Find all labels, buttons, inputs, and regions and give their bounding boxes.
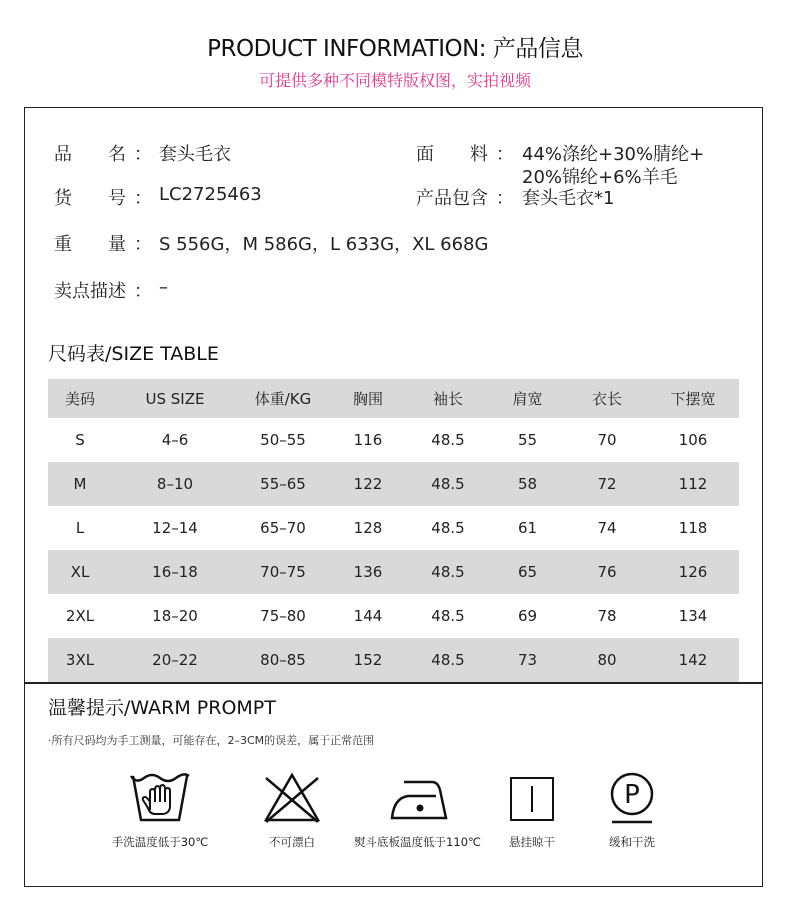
table-cell: 12–14 [152,519,198,537]
care-no-bleach [232,770,352,850]
table-cell: 48.5 [408,638,488,682]
contents-colon: ： [496,188,514,209]
table-cell: 69 [517,607,538,625]
table-cell: 142 [647,638,739,682]
name-colon: ： [134,144,152,165]
measurement-note: ·所有尺码均为手工测量，可能存在，2–3CM的误差，属于正常范围 [48,734,375,747]
table-row [48,506,739,550]
section-divider [24,682,763,684]
desc-colon: ： [134,281,152,302]
table-cell: 112 [647,462,739,506]
care-gentle-dry-clean [580,770,684,850]
table-cell: 4–6 [161,431,189,449]
table-cell: 118 [678,519,708,537]
table-cell: 70 [597,431,617,449]
table-cell: 72 [567,462,647,506]
table-cell: 55 [517,431,538,449]
table-cell: 136 [328,550,408,594]
table-cell: 75–80 [260,607,306,625]
table-row [48,462,739,506]
hand-wash-icon [128,770,192,826]
table-row [48,550,739,594]
care-label: 悬挂晾干 [509,835,555,849]
care-line-dry [480,770,584,850]
table-cell: 2XL [65,607,95,625]
table-cell: 48.5 [431,607,465,625]
size-table-title: 尺码表/SIZE TABLE [48,343,219,365]
col-header: 下摆宽 [647,379,739,418]
care-label: 手洗温度低于30℃ [111,835,209,849]
col-header: 肩宽 [488,379,567,418]
table-cell: 50–55 [260,431,306,449]
table-cell: 18–20 [152,607,198,625]
gentle-dry-clean-icon [600,770,664,826]
table-cell: 73 [488,638,567,682]
weight-colon: ： [134,234,152,255]
care-iron-low [345,770,490,850]
col-header: 胸围 [328,379,408,418]
table-cell: S [75,431,85,449]
col-header: 体重/KG [238,379,328,418]
table-cell: 58 [488,462,567,506]
table-cell: 76 [567,550,647,594]
table-cell: 128 [353,519,383,537]
line-dry-icon [500,770,564,826]
table-cell: 78 [597,607,617,625]
weight-label: 重 量 [54,234,126,255]
table-cell: 48.5 [408,550,488,594]
warm-prompt-title: 温馨提示/WARM PROMPT [48,697,276,719]
table-cell: 134 [678,607,708,625]
contents-value: 套头毛衣*1 [522,188,615,209]
table-cell: 106 [678,431,708,449]
fabric-value-line2: 20%锦纶+6%羊毛 [522,167,678,188]
table-cell: 48.5 [431,519,465,537]
fabric-label: 面 料 [416,144,488,165]
table-cell: 80 [567,638,647,682]
table-cell: 122 [328,462,408,506]
care-hand-wash [100,770,220,850]
name-label: 品 名 [54,144,126,165]
table-row [48,594,739,638]
table-cell: 116 [353,431,383,449]
table-row [48,418,739,462]
code-value: LC2725463 [159,184,262,205]
table-cell: L [75,519,85,537]
table-cell: M [48,462,112,506]
fabric-value-line1: 44%涤纶+30%腈纶+ [522,144,705,165]
name-value: 套头毛衣 [159,144,231,165]
size-table-header-row [48,379,739,418]
no-bleach-icon [260,770,324,826]
weight-value: S 556G，M 586G，L 633G，XL 668G [159,234,489,255]
table-cell: 61 [517,519,538,537]
table-cell: 74 [597,519,617,537]
code-colon: ： [134,188,152,209]
table-cell: XL [48,550,112,594]
table-cell: 48.5 [408,462,488,506]
table-cell: 144 [353,607,383,625]
table-cell: 55–65 [238,462,328,506]
desc-value: – [159,277,168,298]
table-cell: 48.5 [431,431,465,449]
col-header: 衣长 [567,379,647,418]
table-cell: 3XL [48,638,112,682]
code-label: 货 号 [54,188,126,209]
col-header: US SIZE [112,379,238,418]
table-row [48,638,739,682]
table-cell: 20–22 [112,638,238,682]
contents-label: 产品包含 [416,188,488,209]
table-cell: 80–85 [238,638,328,682]
size-table [48,379,739,682]
care-label: 熨斗底板温度低于110℃ [354,835,481,849]
care-label: 不可漂白 [269,835,315,849]
page-title: PRODUCT INFORMATION: 产品信息 [207,36,583,62]
page-subtitle: 可提供多种不同模特版权图，实拍视频 [258,71,531,90]
fabric-colon: ： [496,144,514,165]
desc-label: 卖点描述 [54,281,126,302]
iron-low-icon [386,770,450,826]
table-cell: 16–18 [112,550,238,594]
care-glyph: P [624,780,640,810]
table-cell: 8–10 [112,462,238,506]
table-cell: 65 [488,550,567,594]
care-label: 缓和干洗 [609,835,655,849]
table-cell: 65–70 [260,519,306,537]
col-header: 袖长 [408,379,488,418]
table-cell: 152 [328,638,408,682]
table-cell: 70–75 [238,550,328,594]
col-header: 美码 [48,379,112,418]
table-cell: 126 [647,550,739,594]
